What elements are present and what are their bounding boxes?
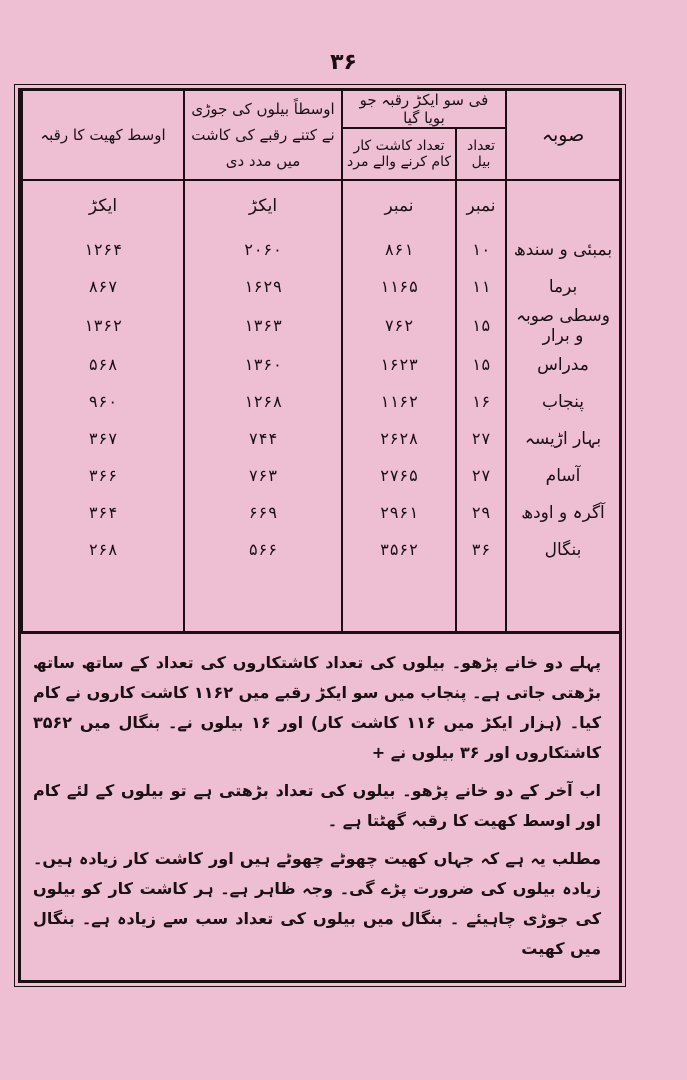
- note-paragraph-2: اب آخر کے دو خانے پڑھو۔ بیلوں کی تعداد بڑھتی ہے تو بیلوں کے لئے کام اور اوسط کھیت کا رقبہ گھٹتا ہے ۔: [33, 781, 601, 830]
- unit-area-per-pair: ایکڑ: [184, 180, 342, 231]
- province-name: وسطی صوبہ و برار: [506, 305, 620, 346]
- unit-cultivators: نمبر: [342, 180, 456, 231]
- table-row: [22, 305, 620, 346]
- table-row: [22, 383, 620, 420]
- province-name: آسام: [506, 457, 620, 494]
- province-name: برما: [506, 268, 620, 305]
- avg-field-value: ۳۶۷: [22, 420, 184, 457]
- province-statistics-table: [21, 91, 621, 631]
- table-spacer-row: [22, 568, 620, 631]
- province-name: بمبئی و سندھ: [506, 231, 620, 268]
- area-per-pair-value: ۷۴۴: [184, 420, 342, 457]
- table-row: [22, 346, 620, 383]
- area-per-pair-value: ۶۶۹: [184, 494, 342, 531]
- avg-field-value: ۱۳۶۲: [22, 305, 184, 346]
- avg-field-value: ۸۶۷: [22, 268, 184, 305]
- bullocks-value: ۳۶: [456, 531, 506, 568]
- avg-field-value: ۱۲۶۴: [22, 231, 184, 268]
- avg-field-value: ۹۶۰: [22, 383, 184, 420]
- bullocks-value: ۲۷: [456, 420, 506, 457]
- bullocks-value: ۱۵: [456, 305, 506, 346]
- table-row: [22, 494, 620, 531]
- bullocks-value: ۱۰: [456, 231, 506, 268]
- note-paragraph-1: پہلے دو خانے پڑھو۔ بیلوں کی تعداد کاشتکاروں کی تعداد کے ساتھ ساتھ بڑھتی جاتی ہے۔ پنجاب میں سو ایکڑ رقبے میں ۱۱۶۲ کاشت کاروں نے کام کیا۔ (ہزار ایکڑ میں ۱۱۶ کاشت کار) اور ۱۶ بیلوں نے۔ بنگال میں ۳۵۶۲ کاشتکاروں اور ۳۶ بیلوں نے +: [33, 653, 602, 762]
- table-frame: [18, 88, 622, 983]
- header-province: صوبہ: [506, 91, 620, 180]
- unit-province: [506, 180, 620, 231]
- cultivators-value: ۱۱۶۲: [342, 383, 456, 420]
- header-avg-field-area: اوسط کھیت کا رقبہ: [22, 91, 184, 180]
- bullocks-value: ۱۶: [456, 383, 506, 420]
- area-per-pair-value: ۲۰۶۰: [184, 231, 342, 268]
- table-row: [22, 231, 620, 268]
- province-name: مدراس: [506, 346, 620, 383]
- cultivators-value: ۱۶۲۳: [342, 346, 456, 383]
- table-row: [22, 420, 620, 457]
- cultivators-value: ۳۵۶۲: [342, 531, 456, 568]
- cultivators-value: ۲۷۶۵: [342, 457, 456, 494]
- avg-field-value: ۲۶۸: [22, 531, 184, 568]
- header-per-hundred-acres: فی سو ایکڑ رقبہ جو بویا گیا: [342, 91, 506, 128]
- unit-avg-field: ایکڑ: [22, 180, 184, 231]
- avg-field-value: ۵۶۸: [22, 346, 184, 383]
- header-bullocks: تعداد بیل: [456, 128, 506, 180]
- header-area-per-pair: اوسطاً بیلوں کی جوڑی نے کتنے رقبے کی کاشت میں مدد دی: [184, 91, 342, 180]
- area-per-pair-value: ۱۳۶۰: [184, 346, 342, 383]
- table-row: [22, 268, 620, 305]
- bullocks-value: ۲۹: [456, 494, 506, 531]
- area-per-pair-value: ۱۶۲۹: [184, 268, 342, 305]
- cultivators-value: ۲۹۶۱: [342, 494, 456, 531]
- bullocks-value: ۱۵: [456, 346, 506, 383]
- cultivators-value: ۷۶۲: [342, 305, 456, 346]
- area-per-pair-value: ۱۳۶۳: [184, 305, 342, 346]
- province-name: بہار اڑیسہ: [506, 420, 620, 457]
- explanation-notes: [21, 631, 619, 980]
- page-number: ۳۶: [330, 50, 357, 75]
- province-name: بنگال: [506, 531, 620, 568]
- bullocks-value: ۱۱: [456, 268, 506, 305]
- cultivators-value: ۱۱۶۵: [342, 268, 456, 305]
- province-name: آگرہ و اودھ: [506, 494, 620, 531]
- table-row: [22, 531, 620, 568]
- bullocks-value: ۲۷: [456, 457, 506, 494]
- area-per-pair-value: ۱۲۶۸: [184, 383, 342, 420]
- cultivators-value: ۸۶۱: [342, 231, 456, 268]
- units-row: [22, 180, 620, 231]
- avg-field-value: ۳۶۶: [22, 457, 184, 494]
- table-row: [22, 457, 620, 494]
- avg-field-value: ۳۶۴: [22, 494, 184, 531]
- cultivators-value: ۲۶۲۸: [342, 420, 456, 457]
- province-name: پنجاب: [506, 383, 620, 420]
- note-paragraph-3: مطلب یہ ہے کہ جہاں کھیت چھوٹے چھوٹے ہیں اور کاشت کار زیادہ ہیں۔ زیادہ بیلوں کی ضرورت پڑے گی۔ وجہ ظاہر ہے۔ ہر کاشت کار کو بیلوں کی جوڑی چاہیئے ۔ بنگال میں بیلوں کی تعداد سب سے زیادہ ہے۔ بنگال میں کھیت: [33, 849, 601, 958]
- header-cultivators: تعداد کاشت کار کام کرنے والے مرد: [342, 128, 456, 180]
- area-per-pair-value: ۵۶۶: [184, 531, 342, 568]
- unit-bullocks: نمبر: [456, 180, 506, 231]
- area-per-pair-value: ۷۶۳: [184, 457, 342, 494]
